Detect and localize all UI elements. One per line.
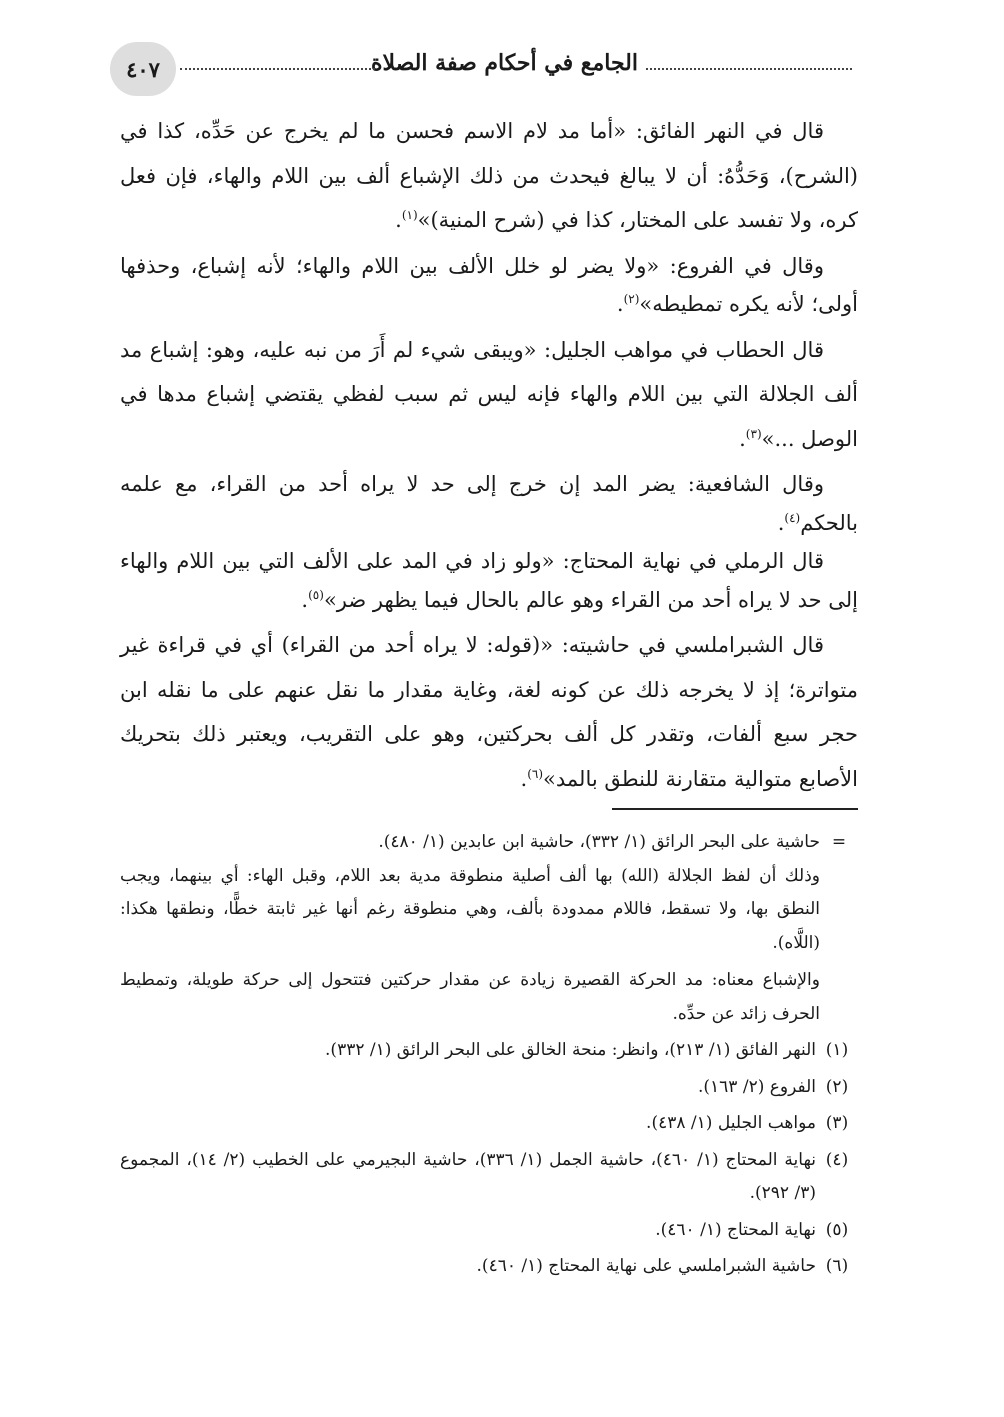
paragraph: قال في النهر الفائق: «أما مد لام الاسم فحسن ما لم يخرج عن حَدِّه، كذا في (الشرح)، وَحَدُّهُ: أن لا يبالغ فيحدث من ذلك الإشباع ألف بين اللام والهاء، فإن فعل كره، ولا تفسد على المختار، كذا في (شرح المنية)»$^{(١)}$.: [120, 119, 858, 232]
footnote-item: [120, 1107, 858, 1141]
footnote-item: [120, 1250, 858, 1284]
footnote-continuation: وذلك أن لفظ الجلالة (الله) بها ألف أصلية منطوقة مدية بعد اللام، وقبل الهاء: أي بينهما، ويجب النطق بها، ولا تسقط، فاللام ممدودة بألف، وهي منطوقة رغم أنها غير ثابتة خطًّا، ونطقها هكذا: (اللَّاه).: [120, 865, 820, 953]
continuation-mark: =: [831, 832, 847, 852]
footnote-text: نهاية المحتاج (١/ ٤٦٠).: [655, 1219, 816, 1240]
footnote-ref: (٥): [308, 587, 324, 602]
footnote-text: نهاية المحتاج (١/ ٤٦٠)، حاشية الجمل (١/ ٣٣٦)، حاشية البجيرمي على الخطيب (٢/ ١٤)، المجموع (٣/ ٢٩٢).: [120, 1149, 817, 1203]
footnote-ref: (٦): [527, 766, 544, 781]
footnote-ref: (٤): [784, 510, 801, 525]
footnote-text: مواهب الجليل (١/ ٤٣٨).: [646, 1113, 816, 1133]
footnote-ref: (٣): [745, 426, 762, 441]
main-text: [120, 109, 858, 801]
footnote-item: [120, 1034, 858, 1068]
paragraph: قال الحطاب في مواهب الجليل: «ويبقى شيء لم أَرَ من نبه عليه، وهو: إشباع مد ألف الجلالة التي بين اللام والهاء فإنه ليس ثم سبب لفظي يقتضي إشباع مدها في الوصل ...»$^{(٣)}$.: [120, 337, 858, 451]
paragraph: وقال الشافعية: يضر المد إن خرج إلى حد لا يراه أحد من القراء، مع علمه بالحكم$^{(٤)}$.: [120, 472, 858, 535]
book-title: الجامع في أحكام صفة الصلاة: [370, 50, 638, 76]
header-dotted-leader-left: [180, 68, 375, 70]
paragraph: قال الرملي في نهاية المحتاج: «ولو زاد في المد على الألف التي بين اللام والهاء إلى حد لا يراه أحد من القراء وهو عالم بالحال فيما يظهر ضر»$^{(٥)}$.: [120, 549, 858, 612]
page-number-badge: ٤٠٧: [110, 42, 176, 96]
footnote-number: (٢): [825, 1076, 849, 1097]
footnote-ref: (٢): [623, 292, 640, 306]
footnote-separator: [612, 808, 858, 810]
header-dotted-leader-right: [646, 68, 852, 70]
footnote-number: (٣): [825, 1113, 849, 1133]
footnote-number: (١): [825, 1040, 849, 1060]
paragraph: قال الشبراملسي في حاشيته: «(قوله: لا يراه أحد من القراء) أي في قراءة غير متواترة؛ إذ لا يخرجه ذلك عن كونه لغة، وغاية مقدار ما نقل عنهم على ما نقله ابن حجر سبع ألفات، وتقدر كل ألف بحركتين، وهو على التقريب، ويعتبر ذلك بتحريك الأصابع متوالية متقارنة للنطق بالمد»$^{(٦)}$.: [120, 633, 858, 791]
footnote-text: حاشية الشبراملسي على نهاية المحتاج (١/ ٤٦٠).: [476, 1256, 816, 1276]
footnote-continuation-first: = حاشية على البحر الرائق (١/ ٣٣٢)، حاشية ابن عابدين (١/ ٤٨٠).: [120, 826, 858, 860]
footnote-number: (٤): [825, 1149, 849, 1170]
footnotes: [120, 826, 858, 1284]
footnote-item: [120, 1144, 858, 1211]
footnote-ref: (١): [401, 208, 418, 222]
footnote-number: (٥): [825, 1219, 849, 1240]
footnote-number: (٦): [825, 1256, 849, 1276]
footnote-continuation: والإشباع معناه: مد الحركة القصيرة زيادة عن مقدار حركتين فتتحول إلى حركة طويلة، وتمطيط الحرف زائد عن حدِّه.: [120, 970, 820, 1024]
footnote-text: الفروع (٢/ ١٦٣).: [697, 1076, 816, 1097]
footnote-item: [120, 1214, 858, 1248]
paragraph: وقال في الفروع: «ولا يضر لو خلل الألف بين اللام والهاء؛ لأنه إشباع، وحذفها أولى؛ لأنه يكره تمطيطه»$^{(٢)}$.: [120, 253, 858, 316]
footnote-item: [120, 1071, 858, 1105]
footnote-text: النهر الفائق (١/ ٢١٣)، وانظر: منحة الخالق على البحر الرائق (١/ ٣٣٢).: [325, 1040, 816, 1060]
running-header: [110, 42, 852, 98]
